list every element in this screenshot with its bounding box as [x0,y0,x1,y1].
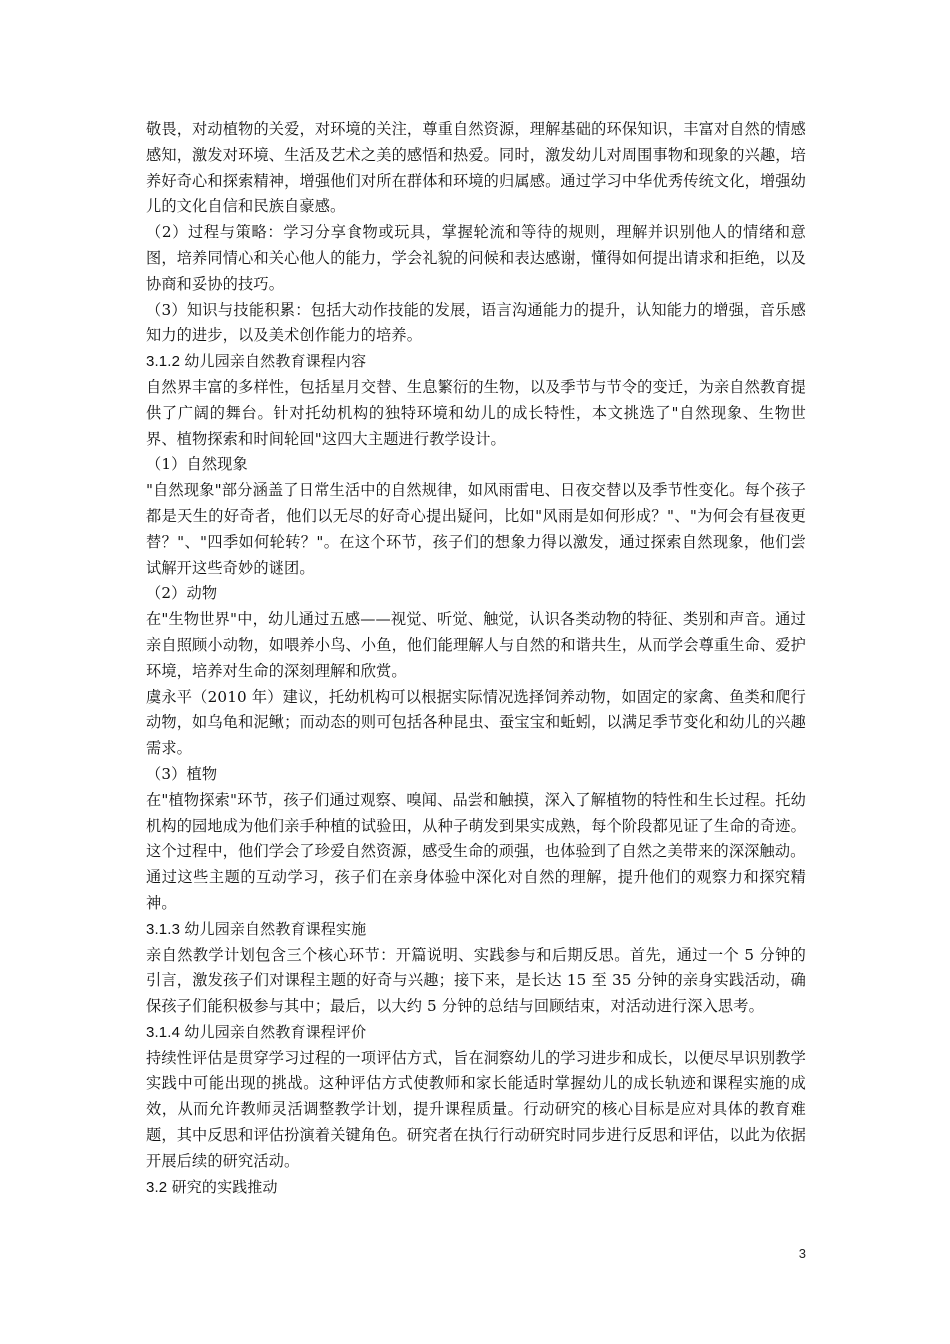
paragraph: 敬畏，对动植物的关爱，对环境的关注，尊重自然资源，理解基础的环保知识，丰富对自然的情感感知，激发对环境、生活及艺术之美的感悟和热爱。同时，激发幼儿对周围事物和现象的兴趣，培养好奇心和探索精神，增强他们对所在群体和环境的归属感。通过学习中华优秀传统文化，增强幼儿的文化自信和民族自豪感。 [146,120,806,216]
subheading: （1）自然现象 [146,455,248,474]
section-heading: 3.1.3 幼儿园亲自然教育课程实施 [146,920,367,938]
paragraph: 持续性评估是贯穿学习过程的一项评估方式，旨在洞察幼儿的学习进步和成长，以便尽早识别教学实践中可能出现的挑战。这种评估方式使教师和家长能适时掌握幼儿的成长轨迹和课程实施的成效，从而允许教师灵活调整教学计划，提升课程质量。行动研究的核心目标是应对具体的教育难题，其中反思和评估扮演着关键角色。研究者在执行行动研究时同步进行反思和评估，以此为依据开展后续的研究活动。 [146,1048,806,1170]
subheading: （2）动物 [146,584,218,603]
paragraph: 亲自然教学计划包含三个核心环节：开篇说明、实践参与和后期反思。首先，通过一个 5 分钟的引言，激发孩子们对课程主题的好奇与兴趣；接下来，是长达 15 至 35 分钟的亲身实践活动，确保孩子们能积极参与其中；最后，以大约 5 分钟的总结与回顾结束，对活动进行深入思考。 [146,945,806,1016]
paragraph: "自然现象"部分涵盖了日常生活中的自然规律，如风雨雷电、日夜交替以及季节性变化。每个孩子都是天生的好奇者，他们以无尽的好奇心提出疑问，比如"风雨是如何形成？"、"为何会有昼夜更替？"、"四季如何轮转？"。在这个环节，孩子们的想象力得以激发，通过探索自然现象，他们尝试解开这些奇妙的谜团。 [146,481,806,577]
paragraph: 自然界丰富的多样性，包括星月交替、生息繁衍的生物，以及季节与节令的变迁，为亲自然教育提供了广阔的舞台。针对托幼机构的独特环境和幼儿的成长特性，本文挑选了"自然现象、生物世界、植物探索和时间轮回"这四大主题进行教学设计。 [146,377,806,448]
section-heading: 3.2 研究的实践推动 [146,1178,278,1196]
section-heading: 3.1.4 幼儿园亲自然教育课程评价 [146,1023,367,1041]
paragraph: 在"生物世界"中，幼儿通过五感——视觉、听觉、触觉，认识各类动物的特征、类别和声音。通过亲自照顾小动物，如喂养小鸟、小鱼，他们能理解人与自然的和谐共生，从而学会尊重生命、爱护环境，培养对生命的深刻理解和欣赏。 [146,610,806,680]
paragraph: （2）过程与策略：学习分享食物或玩具，掌握轮流和等待的规则，理解并识别他人的情绪和意图，培养同情心和关心他人的能力，学会礼貌的问候和表达感谢，懂得如何提出请求和拒绝，以及协商和妥协的技巧。 [146,223,806,293]
page-number: 3 [798,1246,806,1261]
body-text [146,117,806,1200]
section-heading: 3.1.2 幼儿园亲自然教育课程内容 [146,353,367,371]
paragraph: 通过这些主题的互动学习，孩子们在亲身体验中深化对自然的理解，提升他们的观察力和探究精神。 [146,868,806,912]
paragraph: （3）知识与技能积累：包括大动作技能的发展，语言沟通能力的提升，认知能力的增强，音乐感知力的进步，以及美术创作能力的培养。 [146,300,806,345]
paragraph: 虞永平（2010 年）建议，托幼机构可以根据实际情况选择饲养动物，如固定的家禽、鱼类和爬行动物，如乌龟和泥鳅；而动态的则可包括各种昆虫、蚕宝宝和蚯蚓，以满足季节变化和幼儿的兴趣需求。 [146,687,806,758]
subheading: （3）植物 [146,764,218,783]
paragraph: 在"植物探索"环节，孩子们通过观察、嗅闻、品尝和触摸，深入了解植物的特性和生长过程。托幼机构的园地成为他们亲手种植的试验田，从种子萌发到果实成熟，每个阶段都见证了生命的奇迹。这个过程中，他们学会了珍爱自然资源，感受生命的顽强，也体验到了自然之美带来的深深触动。 [146,790,806,861]
